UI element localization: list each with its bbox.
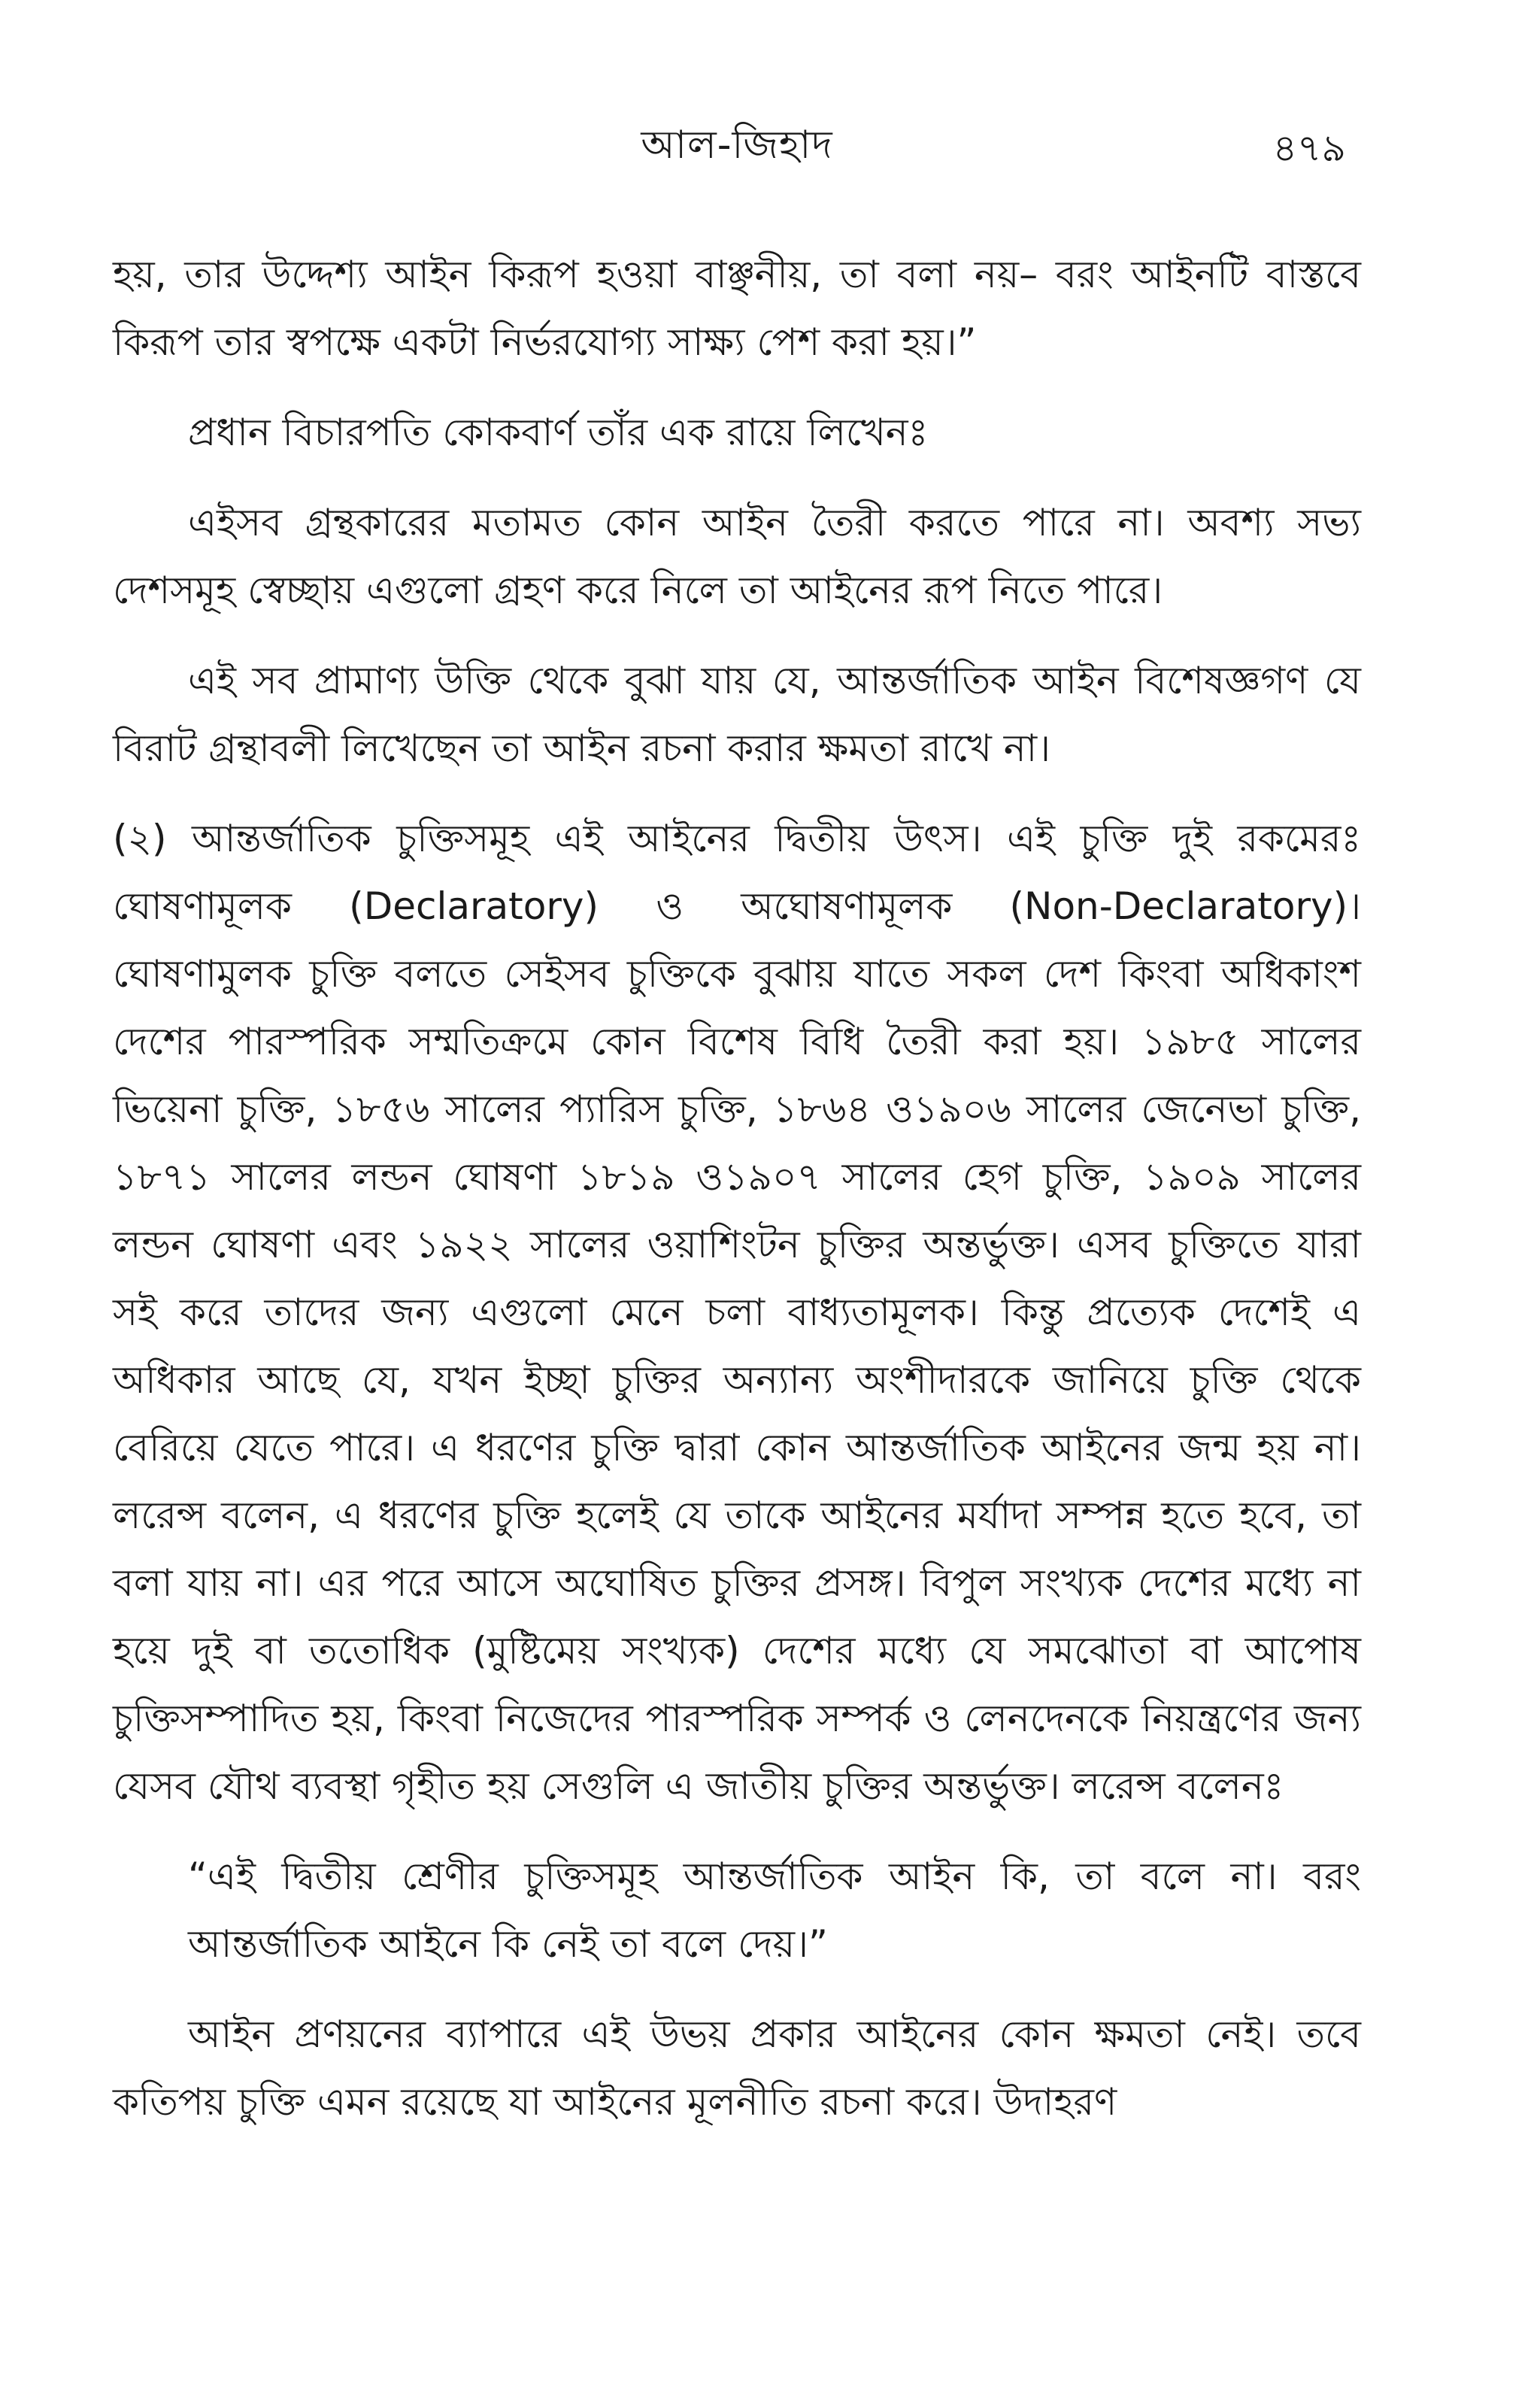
book-page [113,90,1361,2346]
book-title: আল-জিহাদ [641,123,833,168]
paragraph-cockburn-intro: প্রধান বিচারপতি কোকবার্ণ তাঁর এক রায়ে লিখেনঃ [188,411,929,454]
paragraph-continuation: হয়, তার উদ্দেশ্য আইন কিরূপ হওয়া বাঞ্ছনীয়, তা বলা নয়– বরং আইনটি বাস্তবে কিরূপ তার স্বপক্ষে একটা নির্ভরযোগ্য সাক্ষ্য পেশ করা হয়।” [113,253,1361,364]
running-header [113,90,1361,173]
body-text [113,241,1361,2136]
page-number: ৪৭৯ [1272,126,1346,170]
paragraph-cockburn-quote: এইসব গ্রন্থকারের মতামত কোন আইন তৈরী করতে পারে না। অবশ্য সভ্য দেশসমূহ স্বেচ্ছায় এগুলো গ্রহণ করে নিলে তা আইনের রূপ নিতে পারে। [113,501,1361,612]
paragraph-conclusion: এই সব প্রামাণ্য উক্তি থেকে বুঝা যায় যে, আন্তর্জাতিক আইন বিশেষজ্ঞগণ যে বিরাট গ্রন্থাবলী লিখেছেন তা আইন রচনা করার ক্ষমতা রাখে না। [113,659,1361,770]
paragraph-lawmaking: আইন প্রণয়নের ব্যাপারে এই উভয় প্রকার আইনের কোন ক্ষমতা নেই। তবে কতিপয় চুক্তি এমন রয়েছে যা আইনের মূলনীতি রচনা করে। উদাহরণ [113,2012,1361,2124]
paragraph-treaties: (২) আন্তর্জাতিক চুক্তিসমূহ এই আইনের দ্বিতীয় উৎস। এই চুক্তি দুই রকমেরঃ ঘোষণামূলক (Declaratory) ও অঘোষণামূলক (Non-Declaratory)। ঘোষণামুলক চুক্তি বলতে সেইসব চুক্তিকে বুঝায় যাতে সকল দেশ কিংবা অধিকাংশ দেশের পারস্পরিক সম্মতিক্রমে কোন বিশেষ বিধি তৈরী করা হয়। ১৯৮৫ সালের ভিয়েনা চুক্তি, ১৮৫৬ সালের প্যারিস চুক্তি, ১৮৬৪ ও১৯০৬ সালের জেনেভা চুক্তি, ১৮৭১ সালের লন্ডন ঘোষণা ১৮১৯ ও১৯০৭ সালের হেগ চুক্তি, ১৯০৯ সালের লন্ডন ঘোষণা এবং ১৯২২ সালের ওয়াশিংটন চুক্তির অন্তর্ভুক্ত। এসব চুক্তিতে যারা সই করে তাদের জন্য এগুলো মেনে চলা বাধ্যতামূলক। কিন্তু প্রত্যেক দেশেই এ অধিকার আছে যে, যখন ইচ্ছা চুক্তির অন্যান্য অংশীদারকে জানিয়ে চুক্তি থেকে বেরিয়ে যেতে পারে। এ ধরণের চুক্তি দ্বারা কোন আন্তর্জাতিক আইনের জন্ম হয় না। লরেন্স বলেন, এ ধরণের চুক্তি হলেই যে তাকে আইনের মর্যাদা সম্পন্ন হতে হবে, তা বলা যায় না। এর পরে আসে অঘোষিত চুক্তির প্রসঙ্গ। বিপুল সংখ্যক দেশের মধ্যে না হয়ে দুই বা ততোধিক (মুষ্টিমেয় সংখ্যক) দেশের মধ্যে যে সমঝোতা বা আপোষ চুক্তিসম্পাদিত হয়, কিংবা নিজেদের পারস্পরিক সম্পর্ক ও লেনদেনকে নিয়ন্ত্রণের জন্য যেসব যৌথ ব্যবস্থা গৃহীত হয় সেগুলি এ জাতীয় চুক্তির অন্তর্ভুক্ত। লরেন্স বলেনঃ [113,817,1361,1808]
paragraph-lawrence-quote: “এই দ্বিতীয় শ্রেণীর চুক্তিসমূহ আন্তর্জাতিক আইন কি, তা বলে না। বরং আন্তর্জাতিক আইনে কি নেই তা বলে দেয়।” [188,1855,1361,1966]
